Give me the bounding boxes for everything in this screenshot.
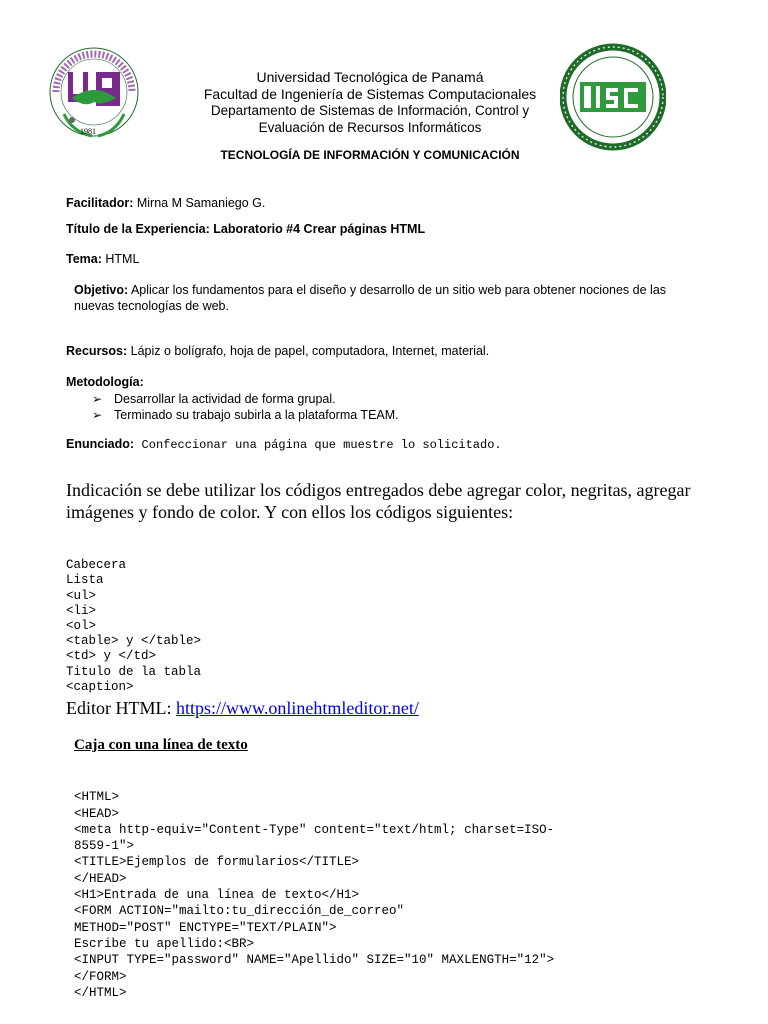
- enunciado-label: Enunciado:: [66, 437, 135, 451]
- code-line: <HTML>: [74, 790, 120, 805]
- recursos-row: [66, 344, 489, 358]
- code-line: Cabecera: [66, 558, 127, 573]
- code-line: </FORM>: [74, 969, 127, 984]
- code-line: <FORM ACTION="mailto:tu_dirección_de_correo": [74, 904, 405, 919]
- code-line: <TITLE>Ejemplos de formularios</TITLE>: [74, 855, 360, 870]
- course-title: TECNOLOGÍA DE INFORMACIÓN Y COMUNICACIÓN: [220, 148, 520, 162]
- codes-list: [66, 543, 201, 710]
- university-name: Universidad Tecnológica de Panamá: [256, 69, 484, 85]
- code-line: </HEAD>: [74, 871, 127, 886]
- list-item: ➢ Desarrollar la actividad de forma grupal.: [92, 391, 399, 407]
- code-line: <li>: [66, 603, 97, 618]
- facilitador-row: [66, 196, 265, 210]
- code-line: <ul>: [66, 588, 97, 603]
- code-line: </HTML>: [74, 985, 127, 1000]
- code-line: <td> y </td>: [66, 649, 157, 664]
- editor-row: [66, 697, 419, 719]
- titulo-label: Título de la Experiencia: Laboratorio #4 Crear páginas HTML: [66, 222, 426, 236]
- titulo-row: [66, 222, 425, 236]
- recursos-label: Recursos:: [66, 344, 128, 358]
- sample-code-block: [74, 773, 554, 1017]
- code-line: Titulo de la tabla: [66, 664, 202, 679]
- enunciado-value: Confeccionar una página que muestre lo solicitado.: [141, 438, 502, 452]
- code-line: METHOD="POST" ENCTYPE="TEXT/PLAIN">: [74, 920, 337, 935]
- facilitador-label: Facilitador:: [66, 196, 134, 210]
- metodologia-label: Metodología:: [66, 375, 144, 389]
- fisc-logo-text: [560, 42, 561, 43]
- faculty-name: Facultad de Ingeniería de Sistemas Computacionales: [203, 86, 537, 102]
- code-line: Lista: [66, 573, 104, 588]
- utp-logo: [42, 44, 150, 140]
- metodologia-row: [66, 375, 144, 389]
- editor-label: Editor HTML:: [66, 698, 172, 718]
- objetivo-value: Aplicar los fundamentos para el diseño y desarrollo de un sitio web para obtener nociones de las nuevas tecnologías de web.: [74, 283, 667, 313]
- caja-title: Caja con una línea de texto: [74, 737, 248, 753]
- tema-value: HTML: [105, 252, 140, 266]
- recursos-value: Lápiz o bolígrafo, hoja de papel, computadora, Internet, material.: [130, 344, 490, 358]
- utp-logo-text: [42, 44, 43, 45]
- code-line: <meta http-equiv="Content-Type" content="text/html; charset=ISO-: [74, 822, 555, 837]
- metodologia-list: [92, 391, 399, 423]
- utp-logo-year: 1981: [80, 127, 96, 136]
- indicacion-paragraph: Indicación se debe utilizar los códigos entregados debe agregar color, negritas, agregar imágenes y fondo de color. Y con ellos los códigos siguientes:: [66, 480, 691, 522]
- code-line: Escribe tu apellido:<BR>: [74, 936, 255, 951]
- facilitador-value: Mirna M Samaniego G.: [136, 196, 266, 210]
- tema-row: [66, 252, 139, 266]
- enunciado-row: [66, 437, 502, 452]
- department-line-1: Departamento de Sistemas de Información, Control y: [210, 103, 530, 118]
- department-line-2: Evaluación de Recursos Informáticos: [258, 120, 482, 135]
- list-item: ➢ Terminado su trabajo subirla a la plataforma TEAM.: [92, 407, 399, 423]
- objetivo-block: [74, 282, 674, 314]
- objetivo-label: Objetivo:: [74, 283, 129, 297]
- code-line: 8559-1">: [74, 839, 135, 854]
- tema-label: Tema:: [66, 252, 102, 266]
- code-line: <caption>: [66, 679, 134, 694]
- fisc-logo: [560, 42, 666, 152]
- code-line: <INPUT TYPE="password" NAME="Apellido" SIZE="10" MAXLENGTH="12">: [74, 953, 555, 968]
- code-line: <H1>Entrada de una línea de texto</H1>: [74, 888, 360, 903]
- code-line: <table> y </table>: [66, 634, 202, 649]
- editor-link[interactable]: https://www.onlinehtmleditor.net/: [176, 698, 419, 718]
- code-line: <HEAD>: [74, 806, 120, 821]
- code-line: <ol>: [66, 619, 97, 634]
